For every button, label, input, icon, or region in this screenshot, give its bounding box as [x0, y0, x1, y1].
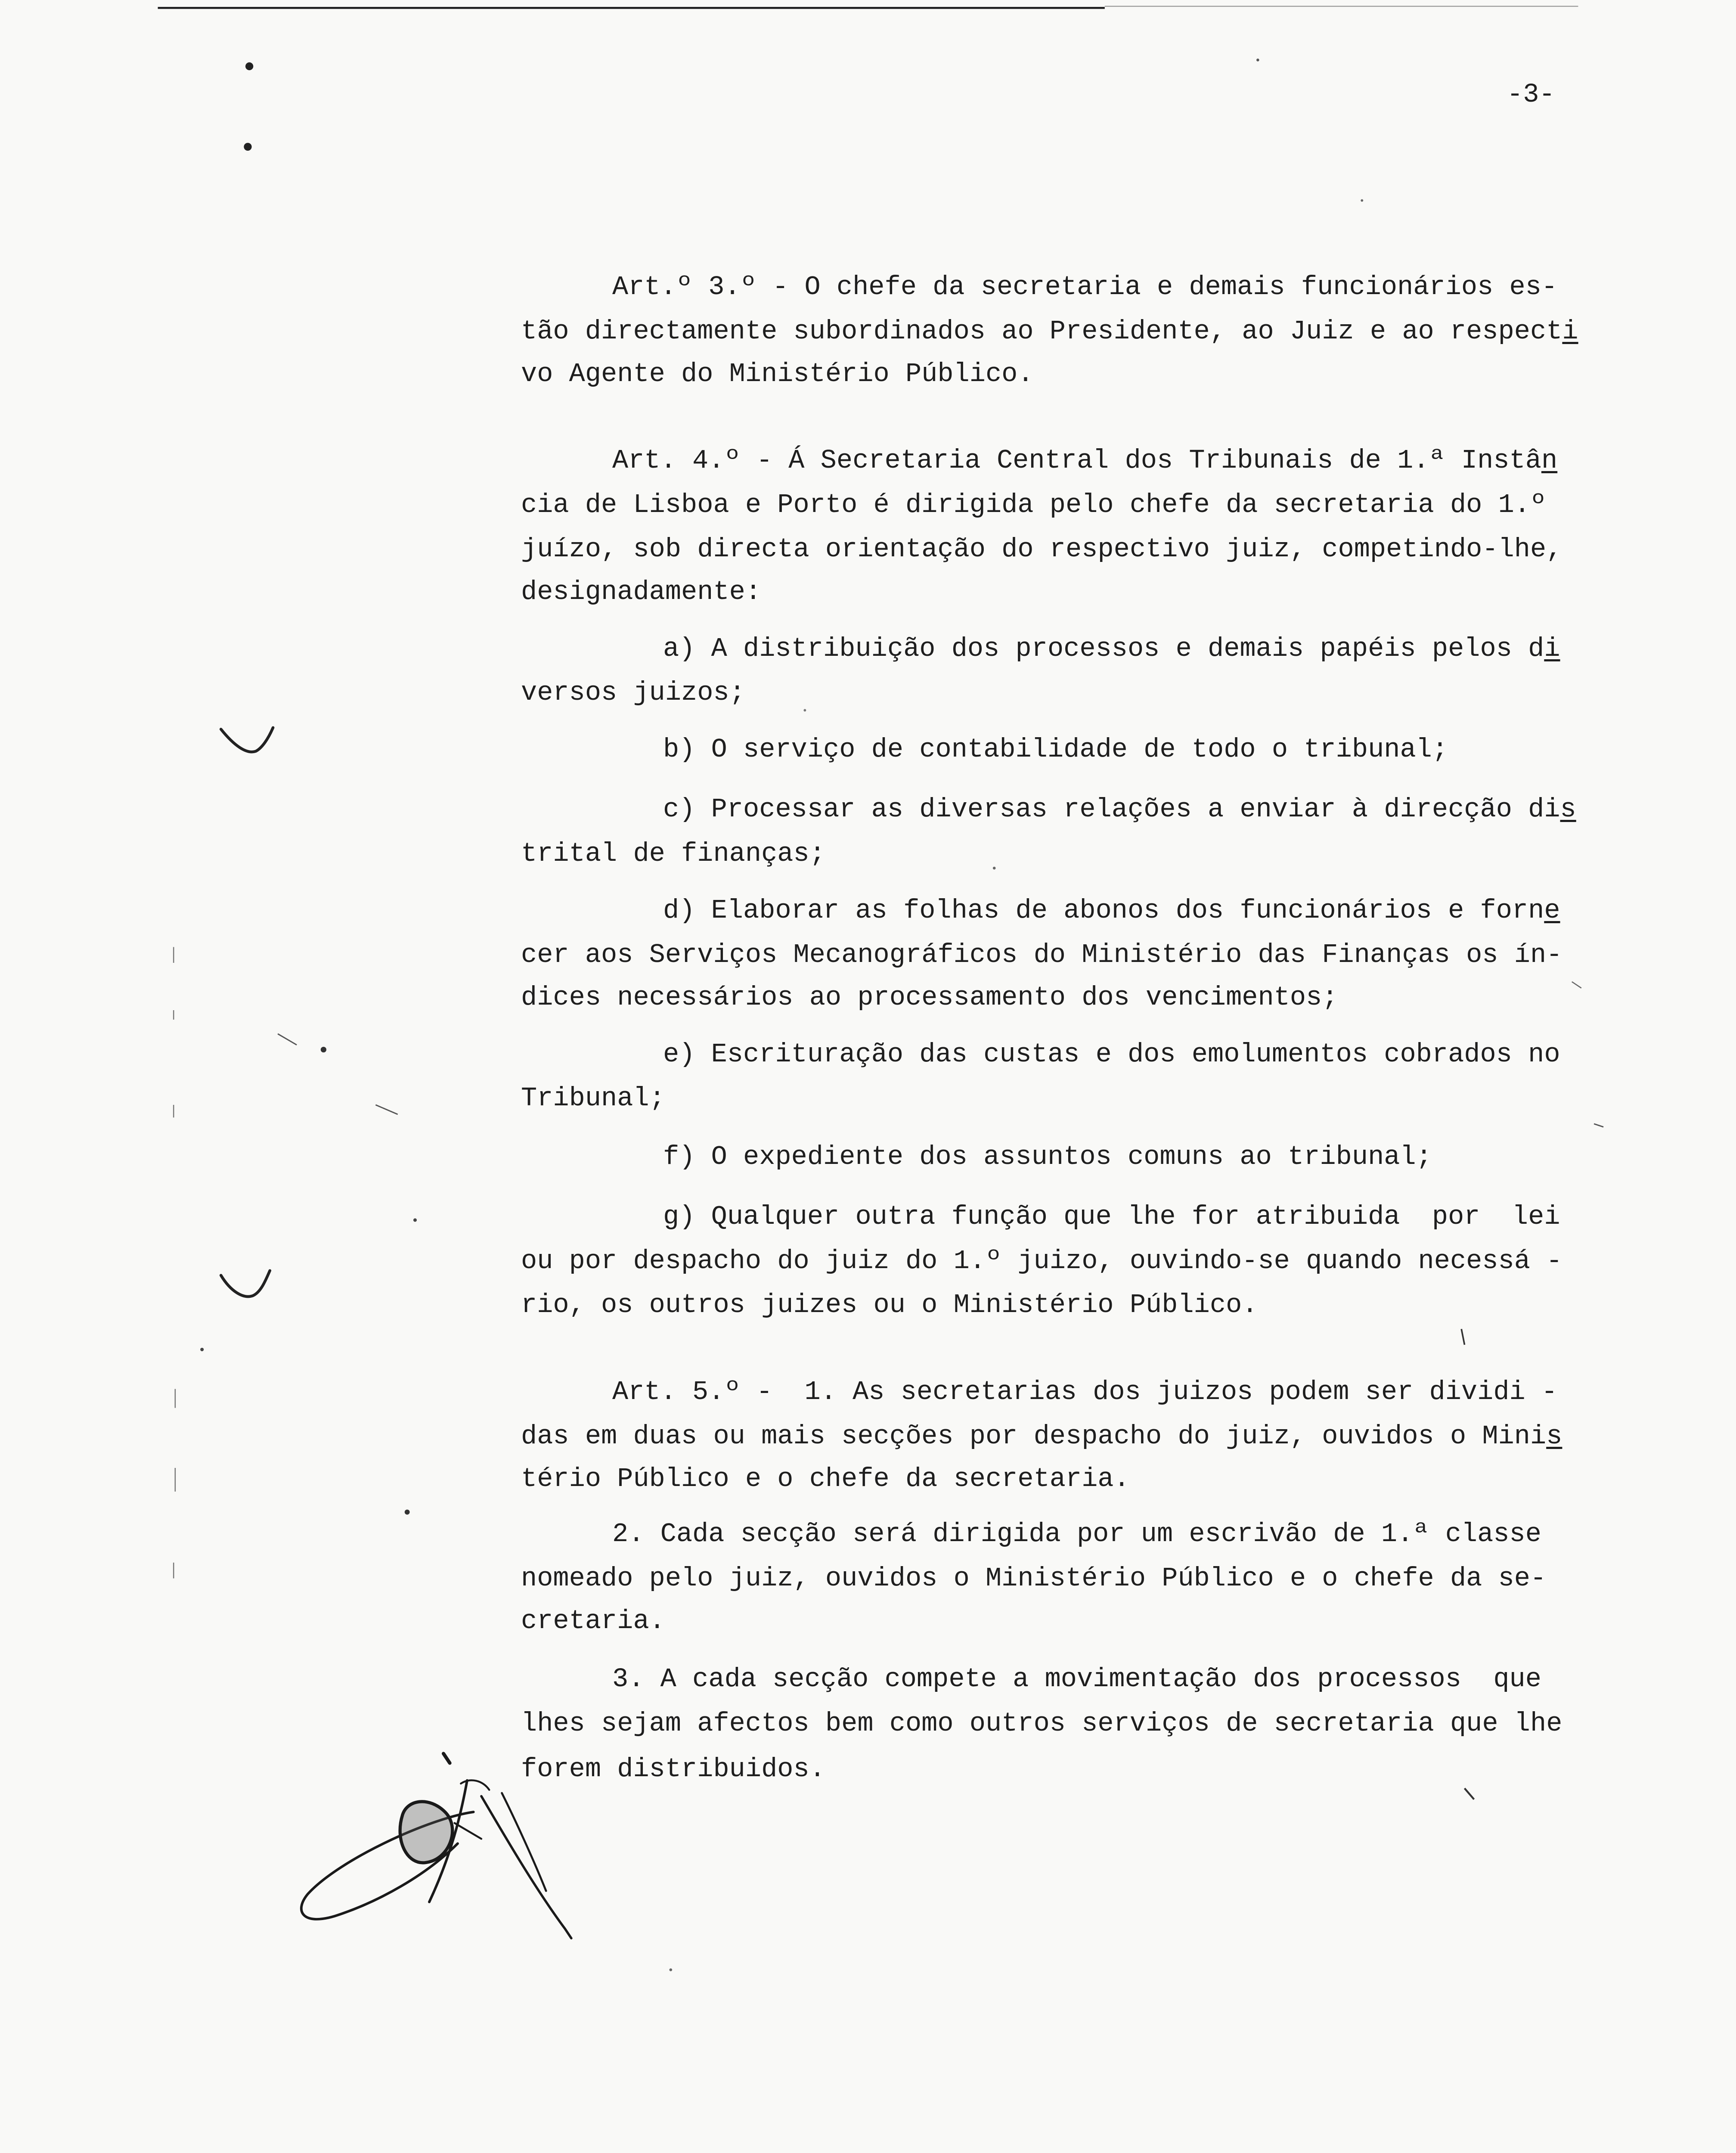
scan-speck [670, 1968, 673, 1971]
text-line: 3. A cada secção compete a movimentação dos processos que [612, 1664, 1541, 1694]
text-line: vo Agente do Ministério Público. [521, 359, 1034, 389]
scan-speck [1594, 1124, 1603, 1127]
text-line: Art. 4.º - Á Secretaria Central dos Tribunais de 1.ª Instân [612, 445, 1558, 476]
text-line: nomeado pelo juiz, ouvidos o Ministério Público e o chefe da se- [521, 1563, 1547, 1594]
margin-dot [245, 62, 253, 70]
scan-edge-marks [174, 947, 175, 1578]
text-line: dices necessários ao processamento dos vencimentos; [521, 982, 1338, 1013]
text-line: e) Escrituração das custas e dos emolumentos cobrados no [663, 1039, 1560, 1070]
text-line: juízo, sob directa orientação do respectivo juiz, competindo-lhe, [521, 534, 1562, 565]
text-line: f) O expediente dos assuntos comuns ao tribunal; [663, 1142, 1432, 1172]
underlined-letter: s [1546, 1421, 1562, 1452]
text-line: Art. 5.º - 1. As secretarias dos juizos podem ser dividi - [612, 1377, 1558, 1407]
scan-speck [1572, 982, 1581, 988]
underlined-letter: n [1541, 445, 1558, 476]
underlined-letter: i [1562, 316, 1578, 347]
page-number: -3- [1507, 79, 1555, 110]
text-line: trital de finanças; [521, 838, 825, 869]
text-line: tério Público e o chefe da secretaria. [521, 1464, 1130, 1494]
text-line: das em duas ou mais secções por despacho do juiz, ouvidos o Minis [521, 1421, 1562, 1452]
text-line: forem distribuidos. [521, 1754, 825, 1784]
text-line: 2. Cada secção será dirigida por um escrivão de 1.ª classe [612, 1519, 1541, 1549]
text-line: a) A distribuição dos processos e demais papéis pelos di [663, 633, 1560, 664]
text-line: cia de Lisboa e Porto é dirigida pelo chefe da secretaria do 1.º [521, 490, 1547, 520]
text-line: lhes sejam afectos bem como outros serviços de secretaria que lhe [521, 1708, 1562, 1739]
text-line: c) Processar as diversas relações a enviar à direcção dis [663, 794, 1576, 825]
text-line: Tribunal; [521, 1083, 665, 1114]
text-line: cretaria. [521, 1606, 665, 1636]
scan-speck [993, 867, 996, 870]
scan-speck [1461, 1329, 1464, 1345]
margin-tick-mark [221, 728, 273, 752]
text-line: g) Qualquer outra função que lhe for atribuida por lei [663, 1201, 1560, 1232]
text-line: tão directamente subordinados ao Presidente, ao Juiz e ao respecti [521, 316, 1578, 347]
margin-tick-mark [221, 1271, 270, 1297]
scan-speck [1465, 1788, 1474, 1799]
scan-speck [278, 1034, 297, 1045]
scan-speck [375, 1105, 397, 1114]
scan-speck [803, 709, 806, 712]
text-line: cer aos Serviços Mecanográficos do Ministério das Finanças os ín- [521, 940, 1562, 970]
text-line: d) Elaborar as folhas de abonos dos funcionários e forne [663, 895, 1560, 926]
scan-speck [1256, 59, 1259, 62]
text-line: b) O serviço de contabilidade de todo o tribunal; [663, 734, 1448, 765]
text-line: ou por despacho do juiz do 1.º juizo, ouvindo-se quando necessá - [521, 1246, 1562, 1276]
underlined-letter: e [1544, 895, 1560, 926]
margin-dot [200, 1348, 204, 1351]
text-line: Art.º 3.º - O chefe da secretaria e demais funcionários es- [612, 272, 1558, 302]
margin-dot [405, 1510, 410, 1515]
text-line: versos juizos; [521, 677, 745, 708]
underlined-letter: s [1560, 794, 1576, 825]
scan-speck [1361, 199, 1363, 202]
margin-dot [321, 1047, 326, 1052]
text-line: rio, os outros juizes ou o Ministério Público. [521, 1290, 1258, 1320]
underlined-letter: i [1544, 633, 1560, 664]
text-line: designadamente: [521, 577, 762, 607]
margin-dot [244, 143, 251, 151]
margin-dot [413, 1218, 417, 1222]
